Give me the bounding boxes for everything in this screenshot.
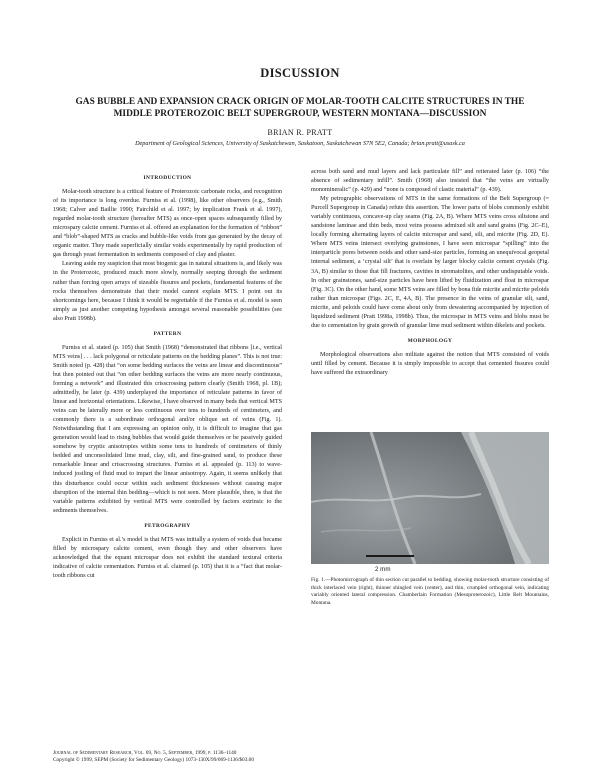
petrography-heading: PETROGRAPHY (144, 522, 191, 529)
page-footer (53, 750, 353, 764)
photomicrograph-image (311, 432, 549, 564)
figure-caption: Fig. 1.—Photomicrograph of thin section cut parallel to bedding, showing molar-tooth structure consisting of thick interlaced vein (right), thinner shingled vein (center), and thin, crumpled orthogonal vein, indicating variably oriented lateral compression. Chamberlain Formation (Mesoproterozoic), Little Belt Mountains, Montana. (311, 577, 549, 606)
pattern-heading: PATTERN (153, 330, 182, 337)
introduction-heading: INTRODUCTION (143, 175, 192, 181)
morphology-heading: MORPHOLOGY (407, 337, 453, 344)
section-heading: DISCUSSION (260, 66, 340, 80)
left-column (53, 168, 282, 581)
petrography-paragraph-2: My petrographic observations of MTS in the same formations of the Belt Supergroup (= Purcell Supergroup in Canada) refute this assertion. The lower parts of blobs commonly exhibit variably continuous, concave-up clay seams (Fig. 2A, B). Where MTS veins cross siltstone and sandstone laminae and thin beds, most veins possess admixed silt and sand grains (Fig. 2C–E), locally forming alternating layers of calcite microspar and sand, silt, and micrite (Fig. 2D, E). Where MTS veins intersect overlying grainstones, I have seen microspar “spilling” into the interparticle pores between ooids and other sand-size particles, forming an unequivocal geopetal internal sediment, a ‘crystal silt’ that is overlain by larger blocky calcite cement crystals (Fig. 3A, B) similar to those that fill fractures, cavities in stromatolites, and other undisputable voids. In other grainstones, sand-size particles have been lifted by fluidization and float in microspar (Fig. 3C). On the other hand, some MTS veins are filled by bona fide micrite and micrite peloids rather than microspar (Figs. 2C, E, 4A, B). The presence in the veins of granular silt, sand, micrite, and peloids could have come about only from dewatering accompanied by injection of liquidized sediment (Pratt 1998a, 1998b). Thus, the microspar in MTS veins and blobs must be due to cementation by grain growth of granular lime mud sediment within dikelets and pockets. (311, 196, 549, 329)
morphology-paragraph-1: Morphological observations also militate against the notion that MTS consisted of voids until filled by cement. Because it is simply impossible to accept that cemented fissures could have suffered the extraordinary (311, 351, 549, 376)
journal-citation: Journal of Sedimentary Research, Vol. 69, No. 5, September, 1999, p. 1136–1140 (53, 750, 237, 756)
article-title: GAS BUBBLE AND EXPANSION CRACK ORIGIN OF MOLAR-TOOTH CALCITE STRUCTURES IN THE MIDDLE PROTEROZOIC BELT SUPERGROUP, WESTERN MONTANA—DISCUSSION (75, 97, 525, 119)
intro-paragraph-1: Molar-tooth structure is a critical feature of Proterozoic carbonate rocks, and recognition of its importance is long overdue. Furniss et al. (1998), like other observers (e.g., Smith 1968; Calver and Baillie 1990; Fairchild et al. 1997; by implication Frank et al. 1997), regarded molar-tooth structure (hereafter MTS) as once-open spaces subsequently filled by microspary calcite cement. Furniss et al. offered an explanation for the formation of “ribbon” and “blob”-shaped MTS as cracks and bubble-like voids from gas generated by the decay of organic matter. They made superficially similar voids experimentally by rapid production of gas through yeast fermentation in sediments composed of clay and plaster. (53, 189, 282, 259)
copyright-line: Copyright © 1999, SEPM (Society for Sedimentary Geology) 1073-130X/99/069-1136/$03.00 (53, 757, 254, 763)
author-affiliation: Department of Geological Sciences, University of Saskatchewan, Saskatoon, Saskatchewan S7N 5E2, Canada; brian.pratt@usask.ca (135, 140, 465, 147)
intro-paragraph-2: Leaving aside my suspicion that most biogenic gas in natural situations is, and likely was in the Proterozoic, produced much more slowly, normally seeping through the sediment rather than forcing open arrays of sizeable fissures and pockets, fundamental features of the rocks themselves demonstrate that their model cannot explain MTS. I point out its shortcomings here, because I think it would be regrettable if the Furniss et al. model is seen simply as just another competing hypothesis amongst several reasonable possibilities (see also Pratt 1998b). (53, 261, 282, 322)
author-name: BRIAN R. PRATT (267, 128, 333, 137)
scale-bar-label: 2 mm (375, 566, 391, 573)
pattern-paragraph-1: Furniss et al. stated (p. 105) that Smith (1968) “demonstrated that ribbons [i.e., vertical MTS veins] . . . lack polygonal or reticulate patterns on the bedding planes”. This is not true: Smith noted (p. 428) that “on some bedding surfaces the veins are linear and discontinuous” but then pointed out that “on other bedding surfaces the veins are more nearly continuous, forming a network” and illustrated this crisscrossing pattern clearly (Smith 1968, pl. 1B); admittedly, he later (p. 439) underplayed the importance of reticulate patterns in favor of linear and horizontal orientations. Likewise, I have observed in many beds that vertical MTS veins can be laterally more or less continuous over tens to hundreds of centimeters, and commonly there is a subordinate orthogonal and/or oblique set of veins (Fig. 1). Notwithstanding that I am expressing an opinion only, it is difficult to imagine that gas generation would lead to rising bubbles that would guide themselves or be passively guided somehow by cryptic anisotropies within some tens to hundreds of centimeters of thinly bedded and unconsolidated lime mud, clay, silt, and fine-grained sand, to produce these remarkable linear and crisscrossing structures. Furniss et al. appealed (p. 113) to wave-induced jostling of fluid mud to impart the linear anisotropy. Again, it seems unlikely that this disturbance could occur within such sediment thicknesses without causing major disruption of the internal thin bedding—which is not seen. More plausible, then, is that the variable patterns exhibited by vertical MTS were controlled by factors extrinsic to the sediments themselves. (53, 344, 282, 514)
petrography-paragraph-1: Explicit in Furniss et al.’s model is that MTS was initially a system of voids that became filled by microspary calcite cement, even though they and other observers have acknowledged that the equant microspar does not exhibit the standard textural criteria indicative of calcite cementation. Furniss et al. claimed (p. 105) that it is a “fact that molar-tooth ribbons cut (53, 536, 282, 579)
petrography-paragraph-1-continued: across both sand and mud layers and lack particulate fill” and reiterated later (p. 106) “the absence of sedimentary infill”. Smith (1968) also insisted that “the veins are virtually monomineralic” (p. 429) and “none is composed of clastic material” (p. 439). (311, 169, 549, 194)
photomicrograph-figure (311, 432, 549, 564)
right-column (311, 168, 549, 378)
